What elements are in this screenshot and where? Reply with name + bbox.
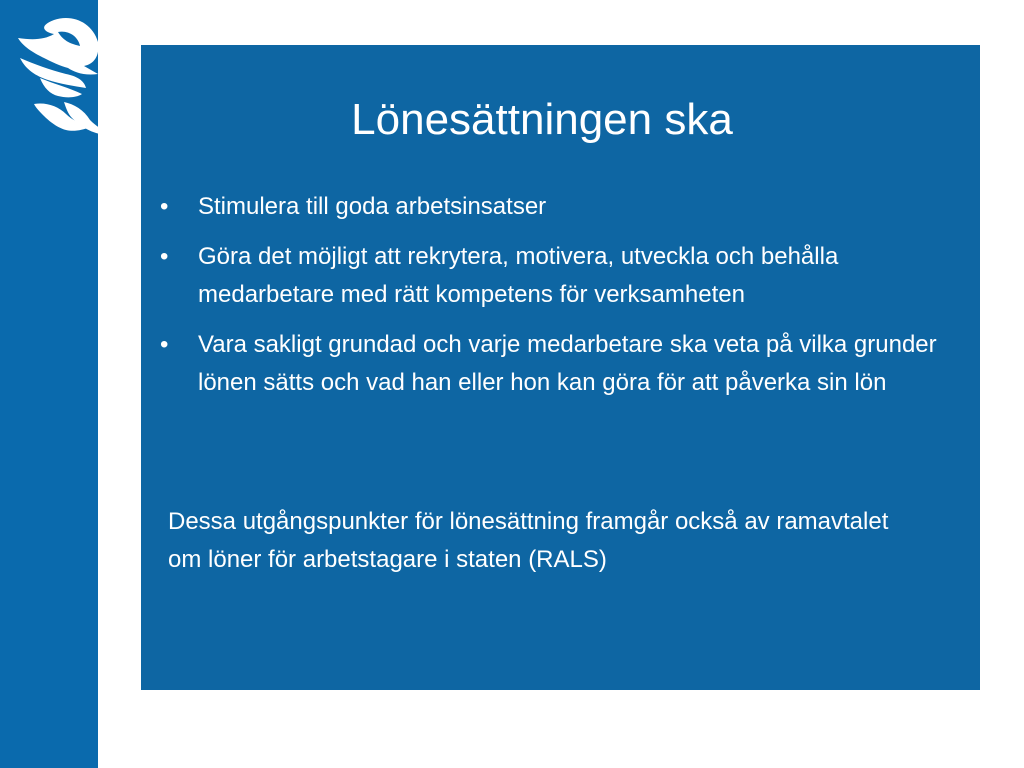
footnote-text: Dessa utgångspunkter för lönesättning framgår också av ramavtalet om löner för arbetstagare i staten (RALS) (168, 508, 889, 573)
bullet-text: Vara sakligt grundad och varje medarbetare ska veta på vilka grunder lönen sätts och vad han eller hon kan göra för att påverka sin lön (198, 331, 937, 396)
bullet-symbol: • (160, 193, 169, 220)
bullet-text: Göra det möjligt att rekrytera, motivera, utveckla och behålla medarbetare med rätt kompetens för verksamheten (198, 243, 839, 308)
bullet-item (158, 188, 958, 226)
bullet-item (158, 326, 958, 402)
bullet-symbol: • (160, 243, 169, 270)
slide-title: Lönesättningen ska (351, 95, 733, 144)
bullet-list (158, 188, 958, 414)
bullet-text: Stimulera till goda arbetsinsatser (198, 193, 547, 220)
bullet-item (158, 238, 958, 314)
bullet-symbol: • (160, 331, 169, 358)
